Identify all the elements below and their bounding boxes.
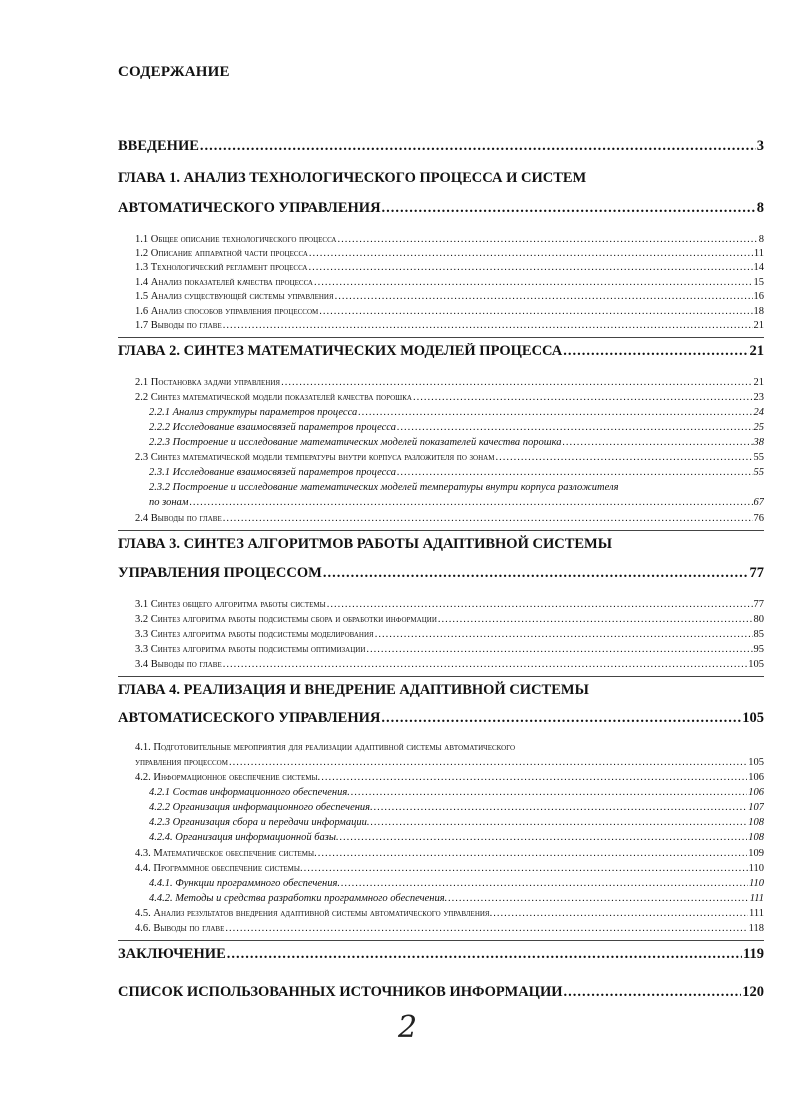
- toc-chapter-4-title-line1[interactable]: ГЛАВА 4. РЕАЛИЗАЦИЯ И ВНЕДРЕНИЕ АДАПТИВНОЙ СИСТЕМЫ: [118, 682, 589, 698]
- toc-entry-text: 2.1 Постановка задачи управления: [135, 377, 281, 388]
- toc-entry-text: 4.2.3 Организация сбора и передачи информации.: [149, 817, 370, 828]
- toc-page-number: 76: [753, 513, 764, 524]
- toc-section-1-1[interactable]: [135, 234, 764, 245]
- toc-leader: [319, 306, 752, 317]
- toc-page-number: 105: [748, 757, 764, 768]
- toc-section-1-2[interactable]: [135, 248, 764, 259]
- toc-leader: [323, 565, 749, 582]
- toc-page-number: 110: [748, 863, 764, 874]
- toc-leader: [493, 908, 748, 919]
- toc-leader: [227, 946, 742, 963]
- toc-section-4-2-2[interactable]: [149, 802, 764, 813]
- toc-leader: [304, 863, 748, 874]
- toc-page-number: 95: [753, 644, 764, 655]
- toc-page-number: 108: [748, 832, 764, 843]
- toc-entry-text: 1.3 Технологический регламент процесса: [135, 262, 308, 273]
- toc-page-number: 106: [748, 772, 764, 783]
- toc-section-4-2-4[interactable]: [149, 832, 764, 843]
- toc-page-number: 18: [753, 306, 764, 317]
- toc-page-number: 77: [753, 599, 764, 610]
- toc-leader: [564, 984, 742, 1001]
- toc-entry-text: управления процессом: [135, 757, 228, 768]
- divider: [118, 337, 764, 338]
- toc-page-number: 105: [742, 710, 764, 726]
- toc-entry-text: 1.4 Анализ показателей качества процесса: [135, 277, 313, 288]
- toc-leader: [381, 710, 741, 727]
- toc-section-1-4[interactable]: [135, 277, 764, 288]
- divider: [118, 530, 764, 531]
- toc-leader: [563, 437, 753, 448]
- toc-leader: [321, 772, 747, 783]
- toc-entry-conclusion[interactable]: [118, 946, 764, 963]
- toc-entry-text: 4.4.1. Функции программного обеспечения.: [149, 878, 341, 889]
- toc-section-2-1[interactable]: [135, 377, 764, 388]
- toc-leader: [225, 923, 747, 934]
- toc-entry-intro[interactable]: [118, 138, 764, 155]
- toc-entry-text: 1.5 Анализ существующей системы управления: [135, 291, 334, 302]
- toc-page-number: 106: [748, 787, 764, 798]
- page-title: СОДЕРЖАНИЕ: [118, 64, 230, 80]
- toc-chapter-4[interactable]: [118, 710, 764, 727]
- toc-entry-text: АВТОМАТИСЕСКОГО УПРАВЛЕНИЯ: [118, 710, 381, 726]
- toc-leader: [318, 848, 748, 859]
- toc-entry-text: 3.4 Выводы по главе: [135, 659, 222, 670]
- toc-leader: [327, 599, 753, 610]
- toc-page-number: 111: [749, 893, 764, 904]
- toc-section-4-6[interactable]: [135, 923, 764, 934]
- toc-section-4-4-2[interactable]: [149, 893, 764, 904]
- toc-entry-text: по зонам: [149, 497, 189, 508]
- toc-page-number: 21: [749, 343, 764, 359]
- toc-entry-text: 3.3 Синтез алгоритма работы подсистемы оптимизации: [135, 644, 366, 655]
- divider: [118, 676, 764, 677]
- toc-leader: [223, 513, 753, 524]
- toc-leader: [358, 407, 752, 418]
- toc-page-number: 105: [748, 659, 764, 670]
- toc-page-number: 21: [753, 377, 764, 388]
- toc-page-number: 67: [753, 497, 764, 508]
- toc-leader: [374, 802, 748, 813]
- toc-leader: [223, 320, 753, 331]
- toc-entry-text: 4.4. Программное обеспечение системы.: [135, 863, 303, 874]
- toc-page-number: 110: [749, 878, 764, 889]
- toc-leader: [200, 138, 756, 155]
- toc-section-1-6[interactable]: [135, 306, 764, 317]
- toc-leader: [370, 817, 747, 828]
- toc-page-number: 77: [749, 565, 764, 581]
- toc-entry-text: 2.2.3 Построение и исследование математических моделей показателей качества порошка: [149, 437, 562, 448]
- toc-entry-text: 3.1 Синтез общего алгоритма работы системы: [135, 599, 326, 610]
- toc-leader: [397, 422, 753, 433]
- toc-page-number: 85: [753, 629, 764, 640]
- toc-section-4-4-1[interactable]: [149, 878, 764, 889]
- toc-chapter-1-title-line1[interactable]: ГЛАВА 1. АНАЛИЗ ТЕХНОЛОГИЧЕСКОГО ПРОЦЕССА И СИСТЕМ: [118, 170, 587, 186]
- toc-section-1-3[interactable]: [135, 262, 764, 273]
- toc-entry-text: 3.2 Синтез алгоритма работы подсистемы сбора и обработки информации: [135, 614, 437, 625]
- toc-page-number: 21: [753, 320, 764, 331]
- toc-section-2-2-3[interactable]: [149, 437, 764, 448]
- toc-section-4-2-3[interactable]: [149, 817, 764, 828]
- toc-leader: [314, 277, 753, 288]
- toc-entry-text: СПИСОК ИСПОЛЬЗОВАННЫХ ИСТОЧНИКОВ ИНФОРМАЦИИ: [118, 984, 563, 1000]
- toc-entry-text: 4.2. Информационное обеспечение системы.: [135, 772, 321, 783]
- toc-entry-text: 4.5. Анализ результатов внедрения адаптивной системы автоматического управления.: [135, 908, 493, 919]
- toc-leader: [229, 757, 747, 768]
- toc-section-4-2[interactable]: [135, 772, 764, 783]
- toc-section-3-3b[interactable]: [135, 644, 764, 655]
- toc-section-2-4[interactable]: [135, 513, 764, 524]
- toc-leader: [375, 629, 753, 640]
- toc-section-2-3-2[interactable]: [149, 497, 764, 508]
- toc-page-number: 3: [756, 138, 764, 154]
- toc-entry-text: 2.2.1 Анализ структуры параметров процесса: [149, 407, 358, 418]
- toc-entry-text: ВВЕДЕНИЕ: [118, 138, 199, 154]
- toc-page-number: 23: [753, 392, 764, 403]
- toc-section-3-4[interactable]: [135, 659, 764, 670]
- toc-section-4-4[interactable]: [135, 863, 764, 874]
- toc-section-1-5[interactable]: [135, 291, 764, 302]
- toc-chapter-3[interactable]: [118, 565, 764, 582]
- divider: [118, 940, 764, 941]
- toc-section-4-3[interactable]: [135, 848, 764, 859]
- toc-leader: [335, 291, 753, 302]
- toc-leader: [340, 832, 748, 843]
- toc-section-2-2-2[interactable]: [149, 422, 764, 433]
- toc-section-3-1[interactable]: [135, 599, 764, 610]
- toc-leader: [438, 614, 753, 625]
- toc-leader: [448, 893, 749, 904]
- toc-leader: [308, 262, 752, 273]
- toc-leader: [563, 343, 748, 360]
- toc-page-number: 16: [753, 291, 764, 302]
- toc-page-number: 108: [748, 817, 764, 828]
- toc-section-2-2-1[interactable]: [149, 407, 764, 418]
- toc-entry-text: ЗАКЛЮЧЕНИЕ: [118, 946, 226, 962]
- toc-page-number: 107: [748, 802, 764, 813]
- toc-chapter-1[interactable]: [118, 200, 764, 217]
- toc-entry-text: 2.3 Синтез математической модели температуры внутри корпуса разложителя по зонам: [135, 452, 495, 463]
- toc-entry-text: 2.2 Синтез математической модели показателей качества порошка: [135, 392, 412, 403]
- toc-entry-text: УПРАВЛЕНИЯ ПРОЦЕССОМ: [118, 565, 322, 581]
- toc-entry-text: 4.2.2 Организация информационного обеспечения.: [149, 802, 373, 813]
- toc-page-number: 120: [742, 984, 764, 1000]
- handwritten-page-number: 2: [398, 1010, 418, 1045]
- toc-entry-text: 2.4 Выводы по главе: [135, 513, 222, 524]
- toc-page-number: 55: [753, 467, 764, 478]
- toc-entry-text: АВТОМАТИЧЕСКОГО УПРАВЛЕНИЯ: [118, 200, 381, 216]
- toc-entry-text: 3.3 Синтез алгоритма работы подсистемы моделирования: [135, 629, 374, 640]
- toc-entry-text: 4.6. Выводы по главе: [135, 923, 225, 934]
- toc-leader: [337, 234, 757, 245]
- toc-section-4-5[interactable]: [135, 908, 764, 919]
- toc-leader: [341, 878, 748, 889]
- toc-page-number: 80: [753, 614, 764, 625]
- toc-page-number: 109: [748, 848, 764, 859]
- toc-leader: [413, 392, 753, 403]
- toc-leader: [351, 787, 747, 798]
- toc-page-number: 14: [753, 262, 764, 273]
- toc-section-3-3[interactable]: [135, 629, 764, 640]
- toc-entry-sources[interactable]: [118, 984, 764, 1001]
- toc-leader: [309, 248, 753, 259]
- toc-page-number: 119: [743, 946, 764, 962]
- toc-section-2-2[interactable]: [135, 392, 764, 403]
- toc-section-4-2-1[interactable]: [149, 787, 764, 798]
- toc-page-number: 8: [756, 200, 764, 216]
- toc-page-number: 24: [753, 407, 764, 418]
- toc-entry-text: 2.2.2 Исследование взаимосвязей параметров процесса: [149, 422, 396, 433]
- toc-chapter-3-title-line1[interactable]: ГЛАВА 3. СИНТЕЗ АЛГОРИТМОВ РАБОТЫ АДАПТИВНОЙ СИСТЕМЫ: [118, 536, 612, 552]
- toc-entry-text: 1.6 Анализ способов управления процессом: [135, 306, 319, 317]
- toc-section-2-3-2-line1[interactable]: 2.3.2 Построение и исследование математических моделей температуры внутри корпуса разложителя: [149, 482, 619, 493]
- toc-leader: [366, 644, 752, 655]
- toc-entry-text: 1.2 Описание аппаратной части процесса: [135, 248, 308, 259]
- toc-leader: [495, 452, 752, 463]
- toc-entry-text: 2.3.1 Исследование взаимосвязей параметров процесса: [149, 467, 396, 478]
- toc-section-3-2[interactable]: [135, 614, 764, 625]
- toc-leader: [281, 377, 752, 388]
- toc-entry-text: 4.2.4. Организация информационной базы.: [149, 832, 339, 843]
- toc-page-number: 118: [748, 923, 764, 934]
- toc-section-2-3-1[interactable]: [149, 467, 764, 478]
- toc-chapter-2[interactable]: [118, 343, 764, 360]
- toc-entry-text: 1.1 Общее описание технологического процесса: [135, 234, 337, 245]
- toc-page-number: 15: [753, 277, 764, 288]
- toc-leader: [382, 200, 756, 217]
- toc-leader: [190, 497, 753, 508]
- toc-leader: [223, 659, 748, 670]
- toc-entry-text: 1.7 Выводы по главе: [135, 320, 222, 331]
- toc-leader: [397, 467, 753, 478]
- toc-section-4-1[interactable]: [135, 757, 764, 768]
- toc-entry-text: 4.4.2. Методы и средства разработки программного обеспечения.: [149, 893, 448, 904]
- toc-page-number: 11: [753, 248, 764, 259]
- toc-entry-text: 4.3. Математическое обеспечение системы.: [135, 848, 317, 859]
- toc-section-4-1-line1[interactable]: 4.1. Подготовительные мероприятия для реализации адаптивной системы автоматического: [135, 742, 516, 753]
- toc-page-number: 55: [753, 452, 764, 463]
- toc-entry-text: ГЛАВА 2. СИНТЕЗ МАТЕМАТИЧЕСКИХ МОДЕЛЕЙ ПРОЦЕССА: [118, 343, 563, 359]
- toc-section-1-7[interactable]: [135, 320, 764, 331]
- toc-entry-text: 4.2.1 Состав информационного обеспечения.: [149, 787, 350, 798]
- toc-page-number: 38: [753, 437, 764, 448]
- toc-page-number: 8: [758, 234, 764, 245]
- toc-page-number: 111: [749, 908, 764, 919]
- toc-section-2-3[interactable]: [135, 452, 764, 463]
- toc-page-number: 25: [753, 422, 764, 433]
